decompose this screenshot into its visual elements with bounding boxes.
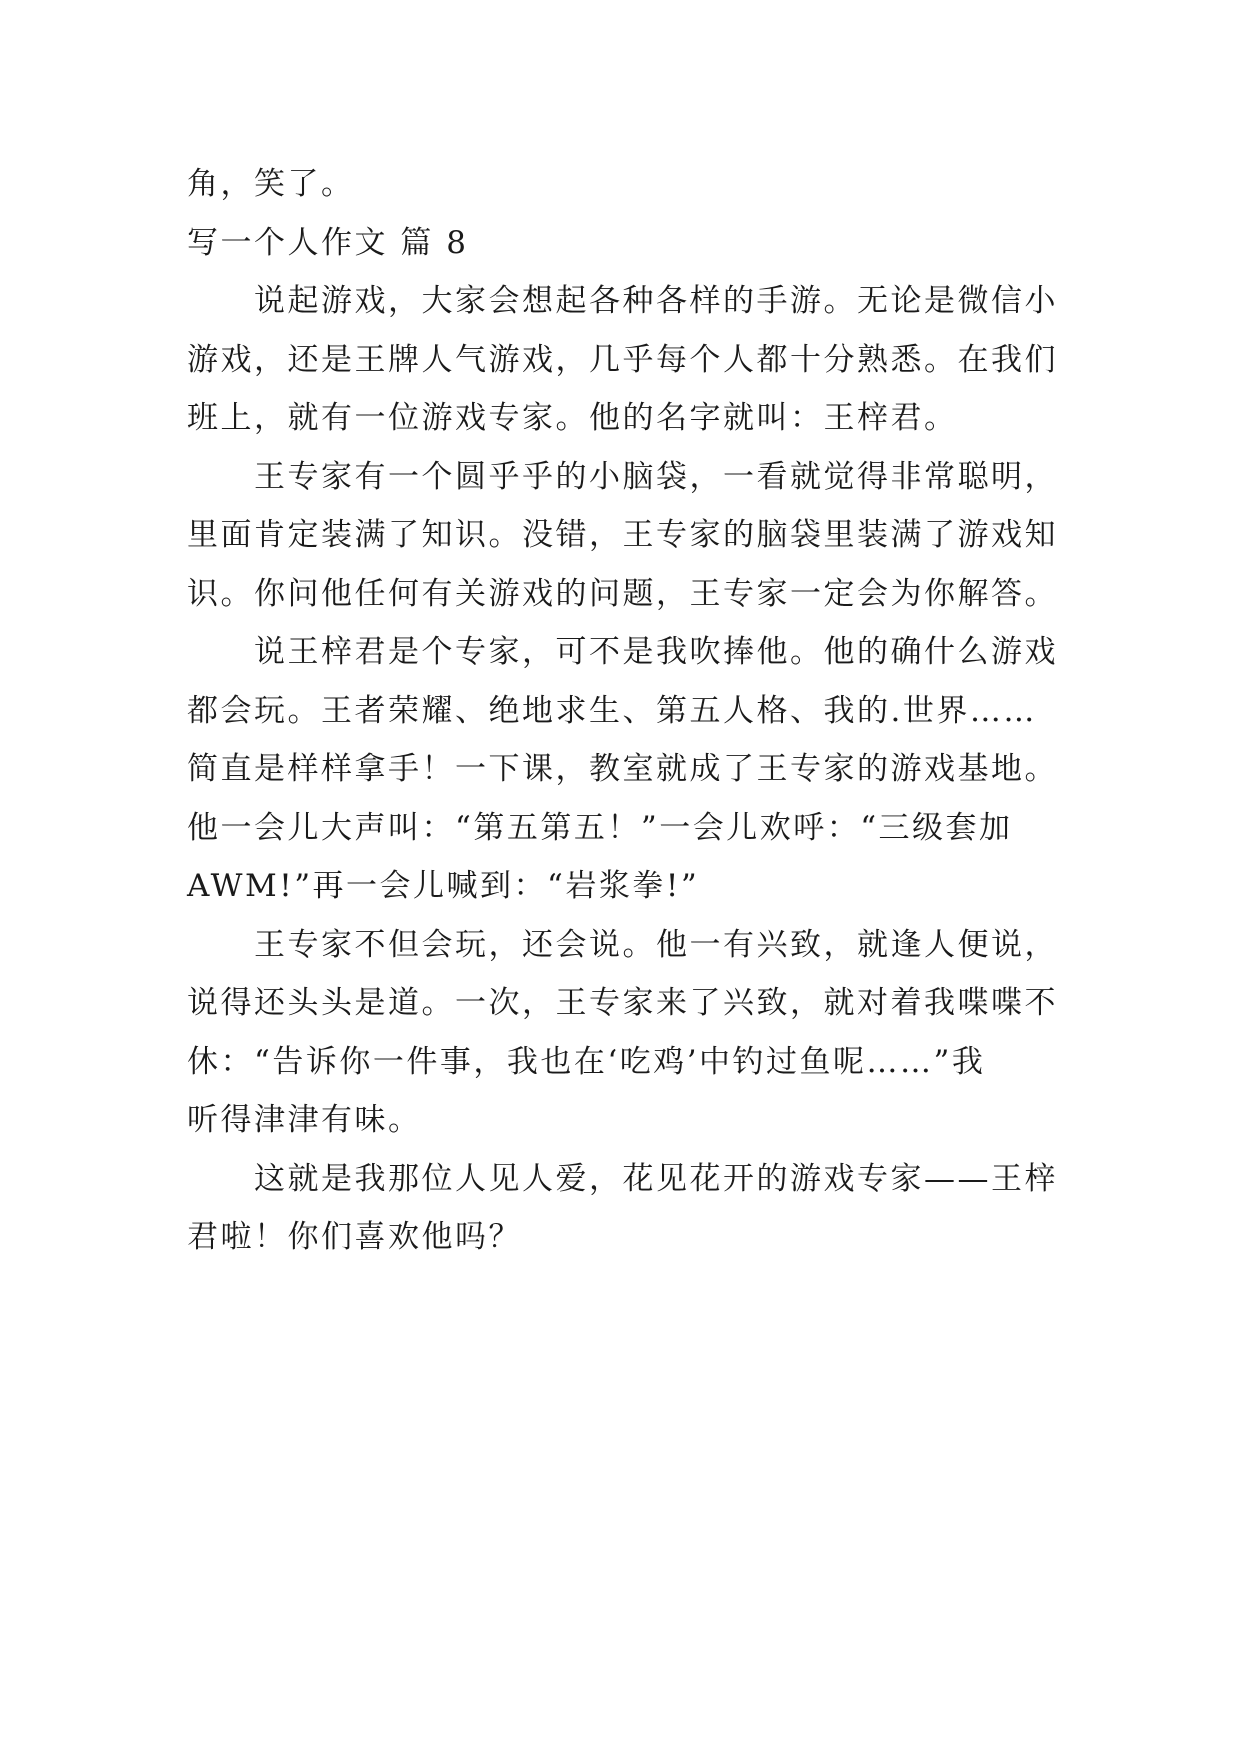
paragraph-line: 说得还头头是道。一次，王专家来了兴致，就对着我喋喋不 (187, 985, 1058, 1021)
paragraph-line: 休：“告诉你一件事，我也在‘吃鸡’中钓过鱼呢……”我 (187, 1043, 986, 1080)
paragraph-line: 这就是我那位人见人爱，花见花开的游戏专家——王梓 (254, 1160, 1058, 1197)
paragraph-line: 识。你问他任何有关游戏的问题，王专家一定会为你解答。 (187, 575, 1058, 612)
document-body (187, 155, 1057, 1267)
paragraph-line: 听得津津有味。 (187, 1102, 422, 1138)
text-line: 角，笑了。 (187, 166, 355, 202)
paragraph-line: 都会玩。王者荣耀、绝地求生、第五人格、我的.世界…… (187, 692, 1037, 729)
paragraph-line: 王专家不但会玩，还会说。他一有兴致，就逢人便说， (254, 926, 1058, 963)
paragraph-line: 简直是样样拿手！一下课，教室就成了王专家的游戏基地。 (187, 751, 1058, 787)
paragraph-line: 王专家有一个圆乎乎的小脑袋，一看就觉得非常聪明， (254, 458, 1058, 495)
paragraph-line: 说王梓君是个专家，可不是我吹捧他。他的确什么游戏 (254, 634, 1058, 670)
paragraph-line: 他一会儿大声叫：“第五第五！”一会儿欢呼：“三级套加 (187, 809, 1013, 846)
paragraph-line: 里面肯定装满了知识。没错，王专家的脑袋里装满了游戏知 (187, 517, 1058, 553)
section-heading: 写一个人作文 篇 8 (187, 224, 469, 261)
paragraph-line: 游戏，还是王牌人气游戏，几乎每个人都十分熟悉。在我们 (187, 341, 1058, 378)
paragraph-line: 班上，就有一位游戏专家。他的名字就叫：王梓君。 (187, 400, 958, 436)
paragraph-line: AWM!”再一会儿喊到：“岩浆拳!” (187, 868, 700, 904)
paragraph-line: 说起游戏，大家会想起各种各样的手游。无论是微信小 (254, 283, 1058, 319)
paragraph-line: 君啦！你们喜欢他吗？ (187, 1219, 522, 1255)
